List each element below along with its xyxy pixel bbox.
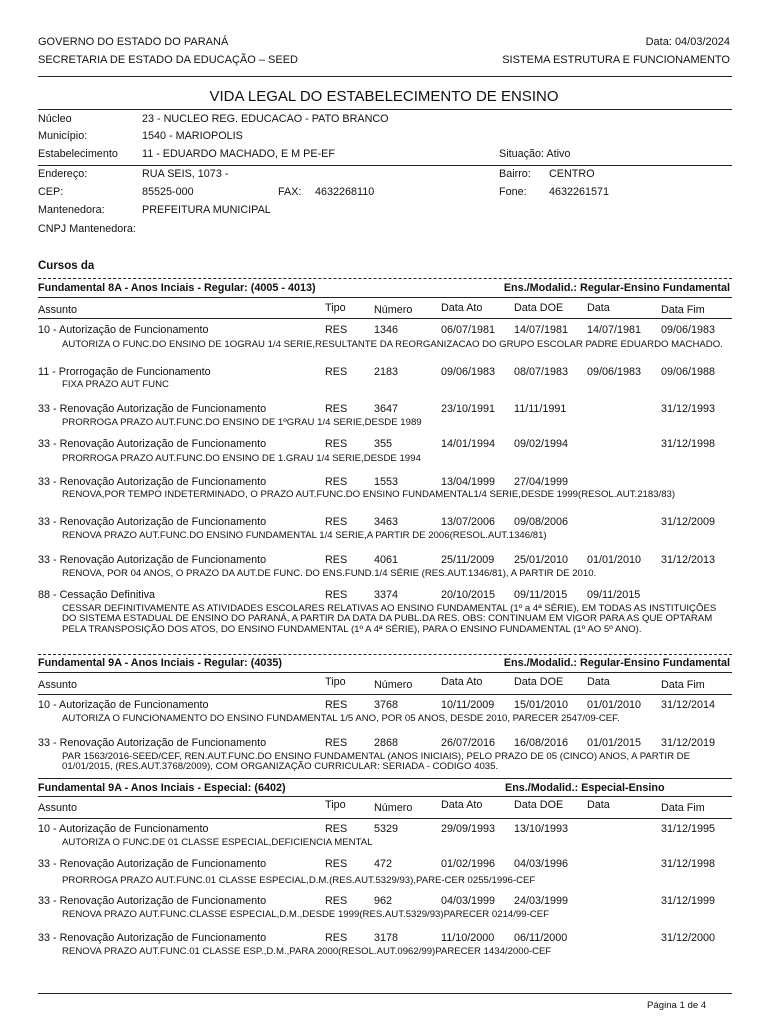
row-data-doe: 15/01/2010 xyxy=(514,699,569,711)
row-data-ato: 09/06/1983 xyxy=(441,366,496,378)
course-divider xyxy=(38,297,732,298)
row-numero: 962 xyxy=(374,895,393,907)
row-numero: 1346 xyxy=(374,324,399,336)
col-numero: Número xyxy=(374,802,413,814)
row-assunto: 33 - Renovação Autorização de Funcionamento xyxy=(38,403,267,415)
course-separator xyxy=(38,654,732,655)
row-tipo: RES xyxy=(325,366,348,378)
row-data-ato: 06/07/1981 xyxy=(441,324,496,336)
row-tipo: RES xyxy=(325,737,348,749)
course-title: Fundamental 9A - Anos Inciais - Especial: (6402) xyxy=(38,782,286,794)
endereco-label: Endereço: xyxy=(38,168,88,180)
row-note: AUTORIZA O FUNCIONAMENTO DO ENSINO FUNDAMENTAL 1/5 ANO, POR 05 ANOS, DESDE 2010, PARECER 2547/09-CEF. xyxy=(62,713,620,724)
course-modalidade: Ens./Modalid.: Regular-Ensino Fundamental xyxy=(503,282,730,294)
row-data-ato: 25/11/2009 xyxy=(441,554,495,566)
col-numero: Número xyxy=(374,679,413,691)
fax-value: 4632268110 xyxy=(315,186,375,198)
row-data: 09/06/1983 xyxy=(587,366,642,378)
row-data: 14/07/1981 xyxy=(587,324,642,336)
row-numero: 3768 xyxy=(374,699,399,711)
row-note: CESSAR DEFINITIVAMENTE AS ATIVIDADES ESCOLARES RELATIVAS AO ENSINO FUNDAMENTAL (1º a 4ª SÉRIE), EM TODAS AS INSTITUIÇÕES DO SISTEMA ESTADUAL DE ENSINO DO PARANÁ, A PARTIR DA DATA DA PUBL.DA RES. OBS: CONTINUAM EM VIGOR PARA AS QUE OPTARAM PELA TRANSPOSIÇÃO DOS ATOS, DO ENSINO FUNDAMENTAL (1º A 4ª SÉRIE), PARA O ENSINO FUNDAMENTAL (1º AO 5º ANO). xyxy=(62,603,717,635)
row-data-doe: 13/10/1993 xyxy=(514,823,569,835)
course-modalidade: Ens./Modalid.: Especial-Ensino xyxy=(505,782,665,794)
row-data-fim: 31/12/2014 xyxy=(661,699,716,711)
row-note: AUTORIZA O FUNC.DE 01 CLASSE ESPECIAL,DEFICIENCIA MENTAL xyxy=(62,837,373,848)
col-tipo: Tipo xyxy=(325,302,346,314)
row-assunto: 33 - Renovação Autorização de Funcionamento xyxy=(38,476,267,488)
header-date: Data: 04/03/2024 xyxy=(645,36,730,48)
row-data-fim: 31/12/2000 xyxy=(661,932,716,944)
row-data-fim: 31/12/2013 xyxy=(661,554,716,566)
nucleo-value: 23 - NUCLEO REG. EDUCACAO - PATO BRANCO xyxy=(142,113,389,125)
row-tipo: RES xyxy=(325,438,348,450)
row-tipo: RES xyxy=(325,699,348,711)
row-tipo: RES xyxy=(325,324,348,336)
mantenedora-value: PREFEITURA MUNICIPAL xyxy=(142,204,271,216)
row-tipo: RES xyxy=(325,858,348,870)
course-separator xyxy=(38,778,732,779)
fone-value: 4632261571 xyxy=(549,186,610,198)
info-divider xyxy=(38,165,732,166)
row-data-doe: 11/11/1991 xyxy=(514,403,567,415)
row-data: 01/01/2010 xyxy=(587,554,642,566)
row-assunto: 33 - Renovação Autorização de Funcionamento xyxy=(38,438,267,450)
row-data: 01/01/2010 xyxy=(587,699,642,711)
row-note: RENOVA PRAZO AUT.FUNC.DO ENSINO FUNDAMENTAL 1/4 SERIE,A PARTIR DE 2006(RESOL.AUT.1346/81) xyxy=(62,530,547,541)
row-assunto: 88 - Cessação Definitiva xyxy=(38,589,156,601)
row-note: PRORROGA PRAZO AUT.FUNC.DO ENSINO DE 1ºGRAU 1/4 SERIE,DESDE 1989 xyxy=(62,417,422,428)
row-assunto: 11 - Prorrogação de Funcionamento xyxy=(38,366,211,378)
row-data-doe: 09/11/2015 xyxy=(514,589,568,601)
col-data-ato: Data Ato xyxy=(441,302,483,314)
row-tipo: RES xyxy=(325,589,348,601)
row-data: 01/01/2015 xyxy=(587,737,642,749)
row-assunto: 33 - Renovação Autorização de Funcionamento xyxy=(38,737,267,749)
row-data: 09/11/2015 xyxy=(587,589,641,601)
row-data-ato: 13/07/2006 xyxy=(441,516,496,528)
row-data-fim: 09/06/1983 xyxy=(661,324,716,336)
row-tipo: RES xyxy=(325,476,348,488)
row-numero: 2183 xyxy=(374,366,399,378)
row-note: RENOVA, POR 04 ANOS, O PRAZO DA AUT.DE FUNC. DO ENS.FUND.1/4 SÉRIE (RES.AUT.1346/81), A PARTIR DE 2010. xyxy=(62,568,597,579)
cnpj-label: CNPJ Mantenedora: xyxy=(38,223,136,235)
row-note: RENOVA PRAZO AUT.FUNC.CLASSE ESPECIAL,D.M.,DESDE 1999(RES.AUT.5329/93)PARECER 0214/99-CEF xyxy=(62,909,549,920)
cursos-heading: Cursos da xyxy=(38,260,95,272)
section-divider xyxy=(38,278,732,279)
col-assunto: Assunto xyxy=(38,802,78,814)
estabelecimento-label: Estabelecimento xyxy=(38,148,118,160)
col-data-ato: Data Ato xyxy=(441,676,483,688)
col-data: Data xyxy=(587,302,610,314)
row-note: PAR 1563/2016-SEED/CEF, REN.AUT.FUNC.DO ENSINO FUNDAMENTAL (ANOS INICIAIS), PELO PRAZO DE 05 (CINCO) ANOS, A PARTIR DE 01/01/2015, (RES.AUT.3768/2009), COM ORGANIZAÇÃO CURRICULAR: SERIADA - CODIGO 4035. xyxy=(62,751,690,773)
row-data-fim: 31/12/1999 xyxy=(661,895,716,907)
row-data-ato: 14/01/1994 xyxy=(441,438,496,450)
row-data-doe: 27/04/1999 xyxy=(514,476,569,488)
row-assunto: 10 - Autorização de Funcionamento xyxy=(38,699,209,711)
row-note: RENOVA,POR TEMPO INDETERMINADO, O PRAZO AUT.FUNC.DO ENSINO FUNDAMENTAL1/4 SERIE,DESDE 1999(RESOL.AUT.2183/83) xyxy=(62,489,676,500)
mantenedora-label: Mantenedora: xyxy=(38,204,105,216)
row-data-fim: 31/12/1995 xyxy=(661,823,716,835)
row-numero: 3463 xyxy=(374,516,399,528)
row-numero: 4061 xyxy=(374,554,399,566)
row-tipo: RES xyxy=(325,895,348,907)
row-note: PRORROGA PRAZO AUT.FUNC.01 CLASSE ESPECIAL,D.M.(RES.AUT.5329/93),PARE-CER 0255/1996-CEF xyxy=(62,875,536,886)
col-data-fim: Data Fim xyxy=(661,802,705,814)
header-government: GOVERNO DO ESTADO DO PARANÁ xyxy=(38,36,229,48)
row-note: AUTORIZA O FUNC.DO ENSINO DE 1OGRAU 1/4 SERIE,RESULTANTE DA REORGANIZACAO DO GRUPO ESCOLAR PADRE EDUARDO MACHADO. xyxy=(62,339,723,350)
row-tipo: RES xyxy=(325,516,348,528)
row-data-doe: 09/08/2006 xyxy=(514,516,569,528)
col-data-fim: Data Fim xyxy=(661,679,705,691)
row-numero: 3647 xyxy=(374,403,399,415)
row-data-doe: 08/07/1983 xyxy=(514,366,569,378)
row-note: PRORROGA PRAZO AUT.FUNC.DO ENSINO DE 1.GRAU 1/4 SERIE,DESDE 1994 xyxy=(62,453,421,464)
row-data-doe: 09/02/1994 xyxy=(514,438,569,450)
row-data-doe: 04/03/1996 xyxy=(514,858,569,870)
row-tipo: RES xyxy=(325,932,348,944)
col-data-doe: Data DOE xyxy=(514,799,564,811)
row-data-fim: 31/12/1998 xyxy=(661,858,716,870)
row-data-ato: 10/11/2009 xyxy=(441,699,495,711)
row-numero: 472 xyxy=(374,858,393,870)
header-secretaria: SECRETARIA DE ESTADO DA EDUCAÇÃO – SEED xyxy=(38,54,298,66)
endereco-value: RUA SEIS, 1073 - xyxy=(142,168,229,180)
page-title: VIDA LEGAL DO ESTABELECIMENTO DE ENSINO xyxy=(209,88,559,105)
row-numero: 5329 xyxy=(374,823,399,835)
row-data-doe: 24/03/1999 xyxy=(514,895,569,907)
column-divider xyxy=(38,818,732,819)
row-data-fim: 31/12/1998 xyxy=(661,438,716,450)
row-data-ato: 13/04/1999 xyxy=(441,476,496,488)
title-divider xyxy=(38,109,732,110)
row-data-ato: 11/10/2000 xyxy=(441,932,495,944)
cep-label: CEP: xyxy=(38,186,64,198)
col-assunto: Assunto xyxy=(38,304,78,316)
row-data-ato: 04/03/1999 xyxy=(441,895,496,907)
col-data: Data xyxy=(587,676,610,688)
row-numero: 1553 xyxy=(374,476,399,488)
row-numero: 3374 xyxy=(374,589,399,601)
row-assunto: 33 - Renovação Autorização de Funcionamento xyxy=(38,932,267,944)
row-tipo: RES xyxy=(325,554,348,566)
row-assunto: 10 - Autorização de Funcionamento xyxy=(38,823,209,835)
row-data-ato: 23/10/1991 xyxy=(441,403,496,415)
col-data-doe: Data DOE xyxy=(514,302,564,314)
cep-value: 85525-000 xyxy=(142,186,194,198)
situacao-value: Situação: Ativo xyxy=(499,148,571,160)
col-data-fim: Data Fim xyxy=(661,304,705,316)
column-divider xyxy=(38,694,732,695)
row-data-doe: 16/08/2016 xyxy=(514,737,569,749)
row-tipo: RES xyxy=(325,823,348,835)
col-numero: Número xyxy=(374,304,413,316)
row-assunto: 33 - Renovação Autorização de Funcionamento xyxy=(38,895,267,907)
row-note: RENOVA PRAZO AUT.FUNC.01 CLASSE ESP.,D.M.,PARA 2000(RESOL.AUT.0962/99)PARECER 1434/2000-CEF xyxy=(62,946,552,957)
row-data-fim: 09/06/1988 xyxy=(661,366,716,378)
row-data-ato: 01/02/1996 xyxy=(441,858,496,870)
col-data-ato: Data Ato xyxy=(441,799,483,811)
row-data-fim: 31/12/1993 xyxy=(661,403,716,415)
row-data-ato: 29/09/1993 xyxy=(441,823,496,835)
row-numero: 3178 xyxy=(374,932,399,944)
course-divider xyxy=(38,672,732,673)
row-data-fim: 31/12/2019 xyxy=(661,737,716,749)
fax-label: FAX: xyxy=(278,186,302,198)
column-divider xyxy=(38,318,732,319)
nucleo-label: Núcleo xyxy=(38,113,72,125)
col-data: Data xyxy=(587,799,610,811)
row-data-doe: 25/01/2010 xyxy=(514,554,569,566)
row-data-ato: 20/10/2015 xyxy=(441,589,496,601)
municipio-label: Município: xyxy=(38,130,88,142)
course-divider xyxy=(38,796,732,797)
row-assunto: 33 - Renovação Autorização de Funcionamento xyxy=(38,858,267,870)
row-assunto: 33 - Renovação Autorização de Funcionamento xyxy=(38,554,267,566)
row-assunto: 33 - Renovação Autorização de Funcionamento xyxy=(38,516,267,528)
row-data-fim: 31/12/2009 xyxy=(661,516,716,528)
footer-divider xyxy=(38,993,732,994)
bairro-value: CENTRO xyxy=(549,168,595,180)
fone-label: Fone: xyxy=(499,186,527,198)
course-title: Fundamental 9A - Anos Inciais - Regular: (4035) xyxy=(38,657,282,669)
col-tipo: Tipo xyxy=(325,676,346,688)
row-tipo: RES xyxy=(325,403,348,415)
row-numero: 355 xyxy=(374,438,393,450)
row-data-doe: 14/07/1981 xyxy=(514,324,569,336)
col-tipo: Tipo xyxy=(325,799,346,811)
course-title: Fundamental 8A - Anos Inciais - Regular: (4005 - 4013) xyxy=(38,282,316,294)
bairro-label: Bairro: xyxy=(499,168,531,180)
col-assunto: Assunto xyxy=(38,679,78,691)
estabelecimento-value: 11 - EDUARDO MACHADO, E M PE-EF xyxy=(142,148,335,160)
col-data-doe: Data DOE xyxy=(514,676,564,688)
page-number: Página 1 de 4 xyxy=(647,1000,707,1011)
row-note: FIXA PRAZO AUT FUNC xyxy=(62,379,169,390)
municipio-value: 1540 - MARIOPOLIS xyxy=(142,130,243,142)
header-system: SISTEMA ESTRUTURA E FUNCIONAMENTO xyxy=(502,54,730,66)
course-modalidade: Ens./Modalid.: Regular-Ensino Fundamental xyxy=(503,657,730,669)
header-divider xyxy=(38,76,732,77)
row-assunto: 10 - Autorização de Funcionamento xyxy=(38,324,209,336)
row-data-ato: 26/07/2016 xyxy=(441,737,496,749)
row-numero: 2868 xyxy=(374,737,399,749)
row-data-doe: 06/11/2000 xyxy=(514,932,568,944)
